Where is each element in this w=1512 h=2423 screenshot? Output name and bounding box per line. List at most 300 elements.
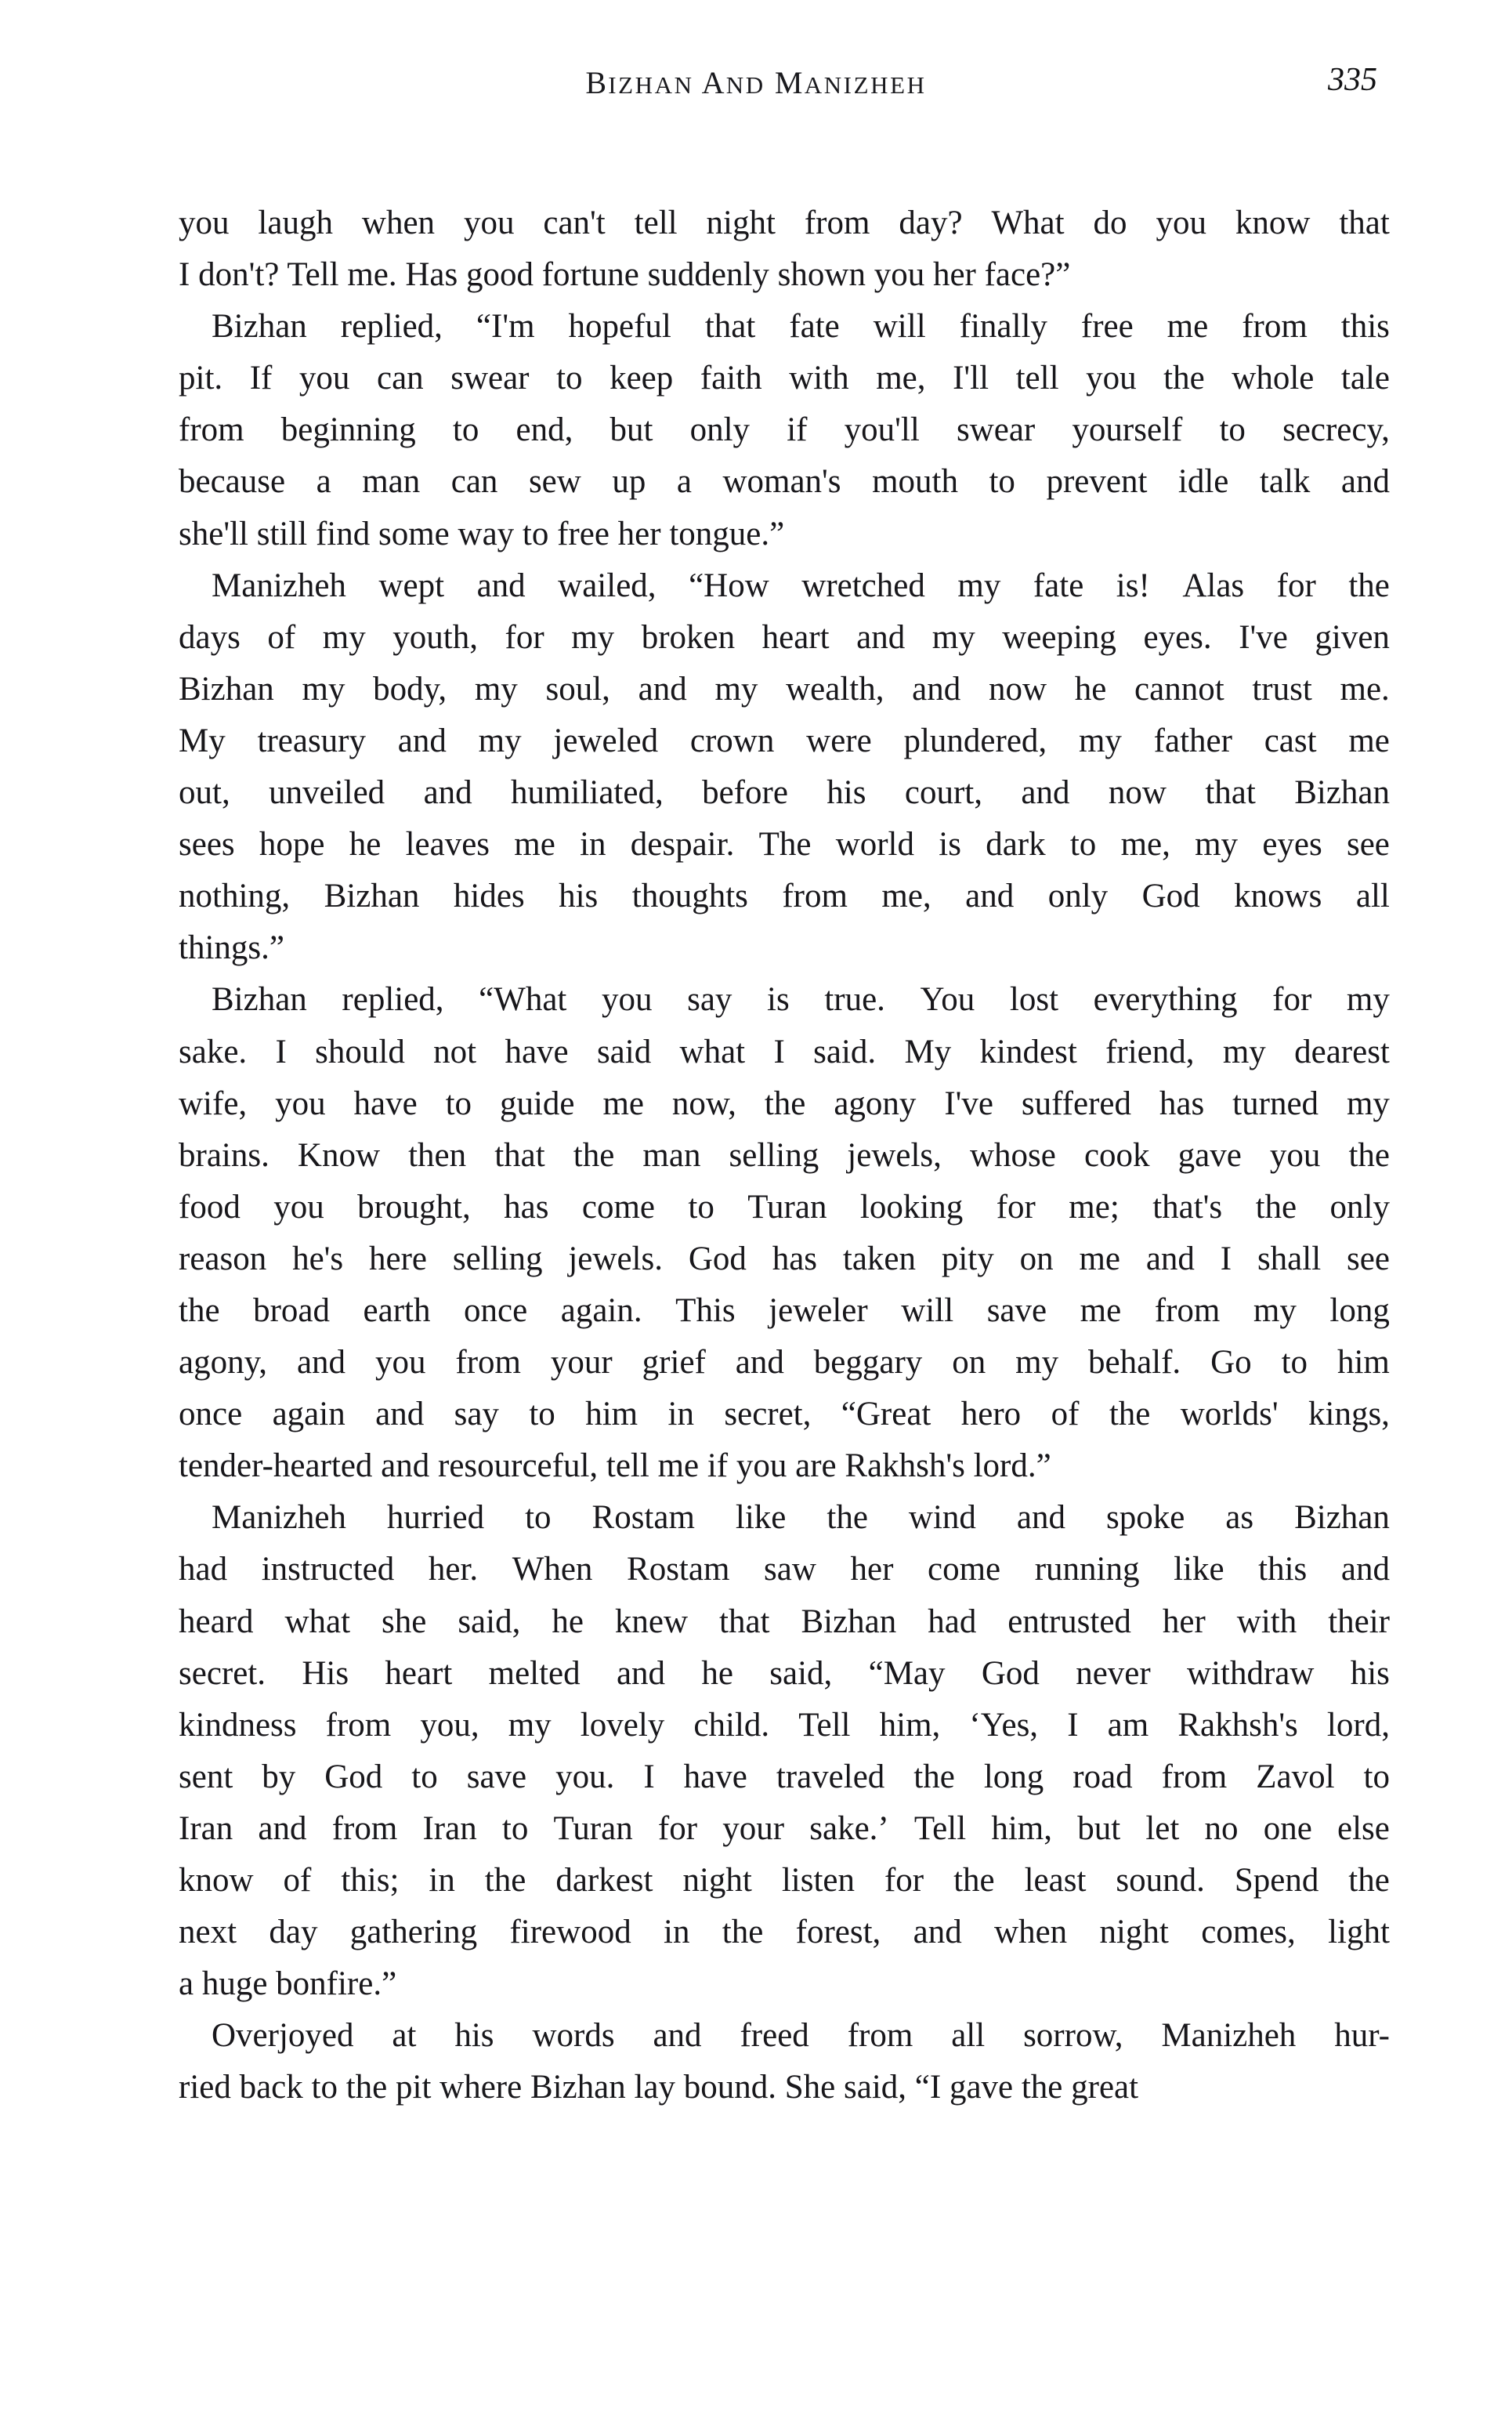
word: in	[580, 826, 606, 864]
word: on	[1019, 1240, 1054, 1277]
word: shall	[1257, 1240, 1322, 1277]
text-line	[179, 612, 1390, 664]
word: and	[638, 670, 687, 708]
word: from	[1242, 308, 1308, 346]
word: agony,	[179, 1344, 268, 1382]
word: days	[179, 618, 241, 656]
word: has	[772, 1240, 818, 1277]
word: earth	[363, 1291, 431, 1329]
word: the	[764, 1085, 806, 1122]
word: you,	[420, 1706, 479, 1744]
word: from	[782, 878, 848, 915]
word: the	[1348, 567, 1390, 604]
word: long	[1329, 1291, 1390, 1329]
word: weeping	[1002, 618, 1116, 656]
word: and	[856, 618, 906, 656]
word: at	[392, 2017, 417, 2055]
word: the	[1109, 1396, 1151, 1433]
word: she	[382, 1603, 427, 1640]
word: sorrow,	[1023, 2017, 1123, 2055]
word: Bizhan	[212, 308, 307, 346]
word: man	[362, 463, 421, 501]
word: me	[1080, 1291, 1122, 1329]
word: had	[179, 1551, 228, 1588]
word: prevent	[1046, 463, 1148, 501]
text-line	[179, 1027, 1390, 1078]
word: my	[1195, 826, 1239, 864]
word: you	[601, 981, 653, 1019]
word: Go	[1210, 1344, 1252, 1382]
running-head-word-3-rest: ANIZHEH	[804, 71, 927, 99]
word: selling	[452, 1240, 543, 1277]
text-line: I don't? Tell me. Has good fortune suddenly shown you her face?”	[179, 256, 1071, 294]
word: firewood	[509, 1914, 631, 1951]
word: I	[1220, 1240, 1232, 1277]
running-head-word-1-cap: B	[585, 65, 609, 100]
word: yourself	[1072, 411, 1183, 449]
word: Turan	[553, 1809, 633, 1847]
word: night	[682, 1862, 752, 1899]
word: is	[767, 981, 790, 1019]
word: you	[273, 1188, 324, 1226]
text-line: a huge bonfire.”	[179, 1965, 397, 2003]
word: wind	[908, 1499, 976, 1537]
text-line	[179, 1596, 1390, 1648]
word: sent	[179, 1758, 233, 1795]
word: hides	[453, 878, 525, 915]
word: me	[514, 826, 555, 864]
word: Overjoyed	[212, 2017, 354, 2055]
word: me	[1167, 308, 1209, 346]
word: and	[423, 774, 472, 812]
word: withdraw	[1187, 1654, 1315, 1692]
text-line	[179, 1130, 1390, 1182]
word: dearest	[1294, 1033, 1390, 1070]
word: sound.	[1116, 1862, 1205, 1899]
text-line	[179, 1700, 1390, 1751]
word: of	[1051, 1396, 1080, 1433]
word: the	[722, 1914, 764, 1951]
word: tale	[1340, 360, 1390, 397]
word: “What	[479, 981, 567, 1019]
word: to	[529, 1396, 555, 1433]
word: this	[1340, 308, 1390, 346]
word: Know	[297, 1136, 381, 1174]
word: and	[1145, 1240, 1195, 1277]
word: Iran	[179, 1809, 233, 1847]
word: “I'm	[476, 308, 535, 346]
word: to	[411, 1758, 438, 1795]
word: sees	[179, 826, 235, 864]
word: from	[331, 1809, 398, 1847]
word: heart	[385, 1654, 453, 1692]
word: entrusted	[1007, 1603, 1131, 1640]
word: hurried	[386, 1499, 485, 1537]
word: everything	[1093, 981, 1238, 1019]
word: body,	[373, 670, 447, 708]
word: will	[901, 1291, 954, 1329]
word: for	[996, 1188, 1036, 1226]
word: Manizheh	[212, 567, 346, 604]
text-line	[179, 1544, 1390, 1595]
word: Bizhan	[1294, 1499, 1390, 1537]
word: day?	[899, 205, 963, 241]
text-line	[179, 1389, 1390, 1440]
word: dark	[986, 826, 1046, 864]
word: Turan	[747, 1188, 827, 1226]
word: to	[452, 411, 479, 449]
word: only	[1047, 878, 1109, 915]
word: her.	[428, 1551, 479, 1588]
word: my	[571, 618, 615, 656]
word: his	[559, 878, 599, 915]
word: and	[912, 670, 961, 708]
word: only	[689, 411, 751, 449]
word: reason	[179, 1240, 267, 1277]
word: the	[827, 1499, 868, 1537]
word: Bizhan	[1294, 774, 1390, 812]
word: trust	[1252, 670, 1312, 708]
word: the	[1163, 360, 1205, 397]
word: for	[884, 1862, 924, 1899]
word: secret,	[724, 1396, 812, 1433]
word: cannot	[1134, 670, 1224, 708]
word: of	[267, 618, 296, 656]
word: and	[735, 1344, 784, 1382]
word: laugh	[258, 205, 333, 241]
word: fate	[789, 308, 840, 346]
word: again.	[560, 1291, 642, 1329]
word: that	[704, 308, 756, 346]
word: once	[179, 1396, 243, 1433]
word: wailed,	[558, 567, 657, 604]
word: here	[369, 1240, 427, 1277]
word: to	[989, 463, 1015, 501]
word: true.	[824, 981, 885, 1019]
word: come	[581, 1188, 655, 1226]
word: from	[455, 1344, 521, 1382]
word: me.	[1340, 670, 1390, 708]
word: saw	[764, 1551, 816, 1588]
word: his	[454, 2017, 494, 2055]
word: idle	[1177, 463, 1229, 501]
word: my	[1346, 1085, 1390, 1122]
word: but	[1077, 1809, 1121, 1847]
text-line: tender-hearted and resourceful, tell me if you are Rakhsh's lord.”	[179, 1447, 1051, 1485]
word: my	[931, 618, 975, 656]
word: from	[804, 205, 870, 241]
word: save	[986, 1291, 1047, 1329]
word: secret.	[179, 1654, 266, 1692]
word: court,	[904, 774, 982, 812]
word: next	[179, 1914, 237, 1951]
word: the	[179, 1291, 220, 1329]
text-line	[179, 197, 1390, 249]
word: only	[1329, 1188, 1390, 1226]
word: my	[302, 670, 345, 708]
word: tell	[634, 205, 678, 241]
word: heart	[761, 618, 830, 656]
text-line	[179, 664, 1390, 715]
word: like	[1174, 1551, 1224, 1588]
word: you	[463, 205, 515, 241]
word: you	[298, 360, 350, 397]
running-head	[0, 64, 1512, 101]
word: his	[1350, 1654, 1390, 1692]
word: the	[1348, 1862, 1390, 1899]
word: me	[1348, 722, 1390, 759]
word: else	[1337, 1809, 1390, 1847]
word: him	[585, 1396, 638, 1433]
word: on	[952, 1344, 986, 1382]
word: worlds'	[1180, 1396, 1279, 1433]
word: you	[1156, 205, 1206, 241]
word: When	[512, 1551, 593, 1588]
word: in	[429, 1862, 455, 1899]
word: for	[1276, 567, 1316, 604]
text-line	[179, 974, 1390, 1026]
word: to	[501, 1809, 529, 1847]
word: the	[1348, 1136, 1390, 1174]
text-line	[179, 1648, 1390, 1700]
text-line	[179, 1492, 1390, 1544]
word: Bizhan	[324, 878, 420, 915]
word: brought,	[357, 1188, 471, 1226]
word: for	[505, 618, 544, 656]
text-line	[179, 767, 1390, 819]
running-head-word-3-cap: M	[774, 65, 805, 100]
word: behalf.	[1088, 1344, 1181, 1382]
word: words	[532, 2017, 615, 2055]
word: from	[1161, 1758, 1228, 1795]
word: let	[1145, 1809, 1180, 1847]
word: with	[1236, 1603, 1297, 1640]
word: Rakhsh's	[1177, 1706, 1298, 1744]
word: he	[552, 1603, 584, 1640]
word: beginning	[280, 411, 416, 449]
word: my	[508, 1706, 552, 1744]
word: their	[1328, 1603, 1390, 1640]
word: kindest	[979, 1033, 1077, 1070]
word: running	[1034, 1551, 1140, 1588]
word: from	[325, 1706, 392, 1744]
word: now,	[671, 1085, 736, 1122]
word: to	[1219, 411, 1246, 449]
word: long	[983, 1758, 1044, 1795]
word: you	[1086, 360, 1137, 397]
word: what	[284, 1603, 351, 1640]
word: lord,	[1326, 1706, 1390, 1744]
word: God	[1141, 878, 1200, 915]
word: swear	[956, 411, 1036, 449]
word: said	[596, 1033, 652, 1070]
running-head-word-2-rest: ND	[725, 71, 765, 99]
word: finally	[959, 308, 1047, 346]
word: this;	[341, 1862, 400, 1899]
word: my	[1015, 1344, 1059, 1382]
word: and	[1340, 1551, 1390, 1588]
word: out,	[179, 774, 230, 812]
word: man	[642, 1136, 701, 1174]
word: you	[374, 1344, 426, 1382]
word: that	[719, 1603, 770, 1640]
word: I	[643, 1758, 655, 1795]
word: can	[450, 463, 498, 501]
word: my	[322, 618, 366, 656]
word: me	[1079, 1240, 1120, 1277]
word: he	[349, 826, 382, 864]
word: melted	[488, 1654, 581, 1692]
word: for	[657, 1809, 698, 1847]
word: his	[827, 774, 866, 812]
word: him	[1337, 1344, 1390, 1382]
word: Rostam	[591, 1499, 695, 1537]
word: from	[179, 411, 244, 449]
word: from	[847, 2017, 913, 2055]
word: come	[927, 1551, 1001, 1588]
word: suffered	[1021, 1085, 1131, 1122]
word: end,	[515, 411, 573, 449]
word: broad	[253, 1291, 330, 1329]
word: cast	[1264, 722, 1317, 759]
word: again	[272, 1396, 345, 1433]
text-line	[179, 1182, 1390, 1233]
word: were	[806, 722, 872, 759]
text-line	[179, 819, 1390, 871]
text-line	[179, 404, 1390, 456]
word: your	[550, 1344, 613, 1382]
word: for	[1272, 981, 1312, 1019]
word: said.	[813, 1033, 877, 1070]
word: brains.	[179, 1136, 269, 1174]
word: God	[688, 1240, 747, 1277]
word: eyes	[1262, 826, 1322, 864]
word: God	[324, 1758, 383, 1795]
word: jewels,	[847, 1136, 942, 1174]
word: keep	[610, 360, 674, 397]
text-line	[179, 456, 1390, 508]
word: and	[397, 722, 447, 759]
word: The	[758, 826, 812, 864]
word: know	[1235, 205, 1311, 241]
word: I've	[944, 1085, 993, 1122]
word: should	[315, 1033, 405, 1070]
word: Iran	[422, 1809, 477, 1847]
word: “Great	[841, 1396, 931, 1433]
word: taken	[842, 1240, 917, 1277]
word: the	[953, 1862, 995, 1899]
word: Rostam	[627, 1551, 730, 1588]
word: guide	[499, 1085, 575, 1122]
word: fate	[1033, 567, 1084, 604]
text-line	[179, 353, 1390, 404]
word: the	[484, 1862, 526, 1899]
word: him,	[991, 1809, 1053, 1847]
word: “May	[868, 1654, 946, 1692]
word: can't	[543, 205, 606, 241]
word: to	[1069, 826, 1097, 864]
word: up	[612, 463, 646, 501]
word: have	[353, 1085, 418, 1122]
word: am	[1107, 1706, 1149, 1744]
word: replied,	[342, 981, 444, 1019]
word: he	[1074, 670, 1107, 708]
word: wept	[378, 567, 445, 604]
word: given	[1315, 618, 1390, 656]
word: pity	[941, 1240, 994, 1277]
word: ‘Yes,	[969, 1706, 1039, 1744]
word: my	[1346, 981, 1390, 1019]
word: all	[1355, 878, 1390, 915]
word: me,	[1120, 826, 1170, 864]
word: night	[706, 205, 776, 241]
word: replied,	[340, 308, 443, 346]
word: to	[1363, 1758, 1390, 1795]
word: and	[616, 1654, 666, 1692]
word: wretched	[801, 567, 925, 604]
word: my	[1078, 722, 1122, 759]
word: to	[688, 1188, 714, 1226]
word: food	[179, 1188, 241, 1226]
word: know	[179, 1862, 254, 1899]
word: but	[610, 411, 653, 449]
word: you.	[555, 1758, 615, 1795]
word: knows	[1234, 878, 1322, 915]
word: my	[1222, 1033, 1266, 1070]
word: whose	[969, 1136, 1056, 1174]
word: gave	[1177, 1136, 1242, 1174]
word: wealth,	[786, 670, 884, 708]
word: you	[275, 1085, 326, 1122]
word: have	[505, 1033, 569, 1070]
word: to	[445, 1085, 472, 1122]
text-line	[179, 1337, 1390, 1389]
word: world	[835, 826, 915, 864]
word: kings,	[1308, 1396, 1390, 1433]
word: This	[675, 1291, 736, 1329]
word: what	[679, 1033, 746, 1070]
word: my	[957, 567, 1001, 604]
word: save	[466, 1758, 527, 1795]
word: jewels.	[568, 1240, 663, 1277]
word: no	[1204, 1809, 1239, 1847]
word: leaves	[405, 826, 490, 864]
word: that	[1205, 774, 1256, 812]
word: comes,	[1201, 1914, 1296, 1951]
word: lovely	[580, 1706, 665, 1744]
word: her	[850, 1551, 894, 1588]
word: in	[664, 1914, 690, 1951]
word: beggary	[813, 1344, 923, 1382]
text-line	[179, 871, 1390, 922]
word: selling	[729, 1136, 819, 1174]
word: of	[283, 1862, 312, 1899]
word: once	[464, 1291, 528, 1329]
word: knew	[614, 1603, 689, 1640]
text-line	[179, 1751, 1390, 1803]
word: sew	[528, 463, 581, 501]
text-line	[179, 301, 1390, 353]
text-line	[179, 715, 1390, 767]
word: darkest	[555, 1862, 653, 1899]
word: with	[789, 360, 849, 397]
word: by	[262, 1758, 296, 1795]
word: I	[773, 1033, 785, 1070]
word: me,	[881, 878, 931, 915]
word: when	[994, 1914, 1068, 1951]
word: Alas	[1182, 567, 1245, 604]
word: and	[653, 2017, 702, 2055]
